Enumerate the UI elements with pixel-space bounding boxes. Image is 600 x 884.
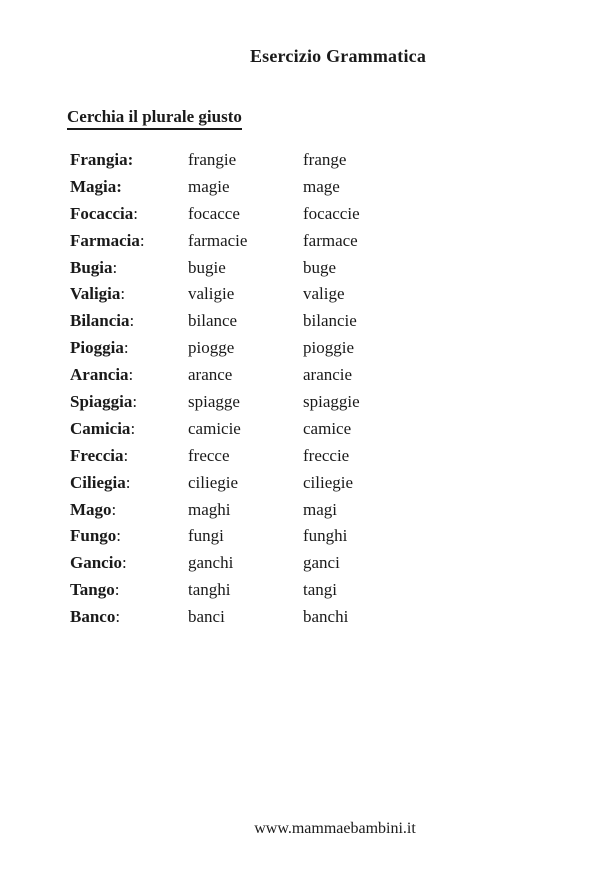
exercise-row xyxy=(70,174,580,201)
section-heading-wrap xyxy=(67,107,242,130)
row-word: Bilancia xyxy=(70,311,130,331)
row-option-2: ganci xyxy=(303,553,340,573)
row-option-1: bugie xyxy=(188,257,226,277)
exercise-row xyxy=(70,604,580,631)
row-option-2: arancie xyxy=(303,365,353,385)
row-option-1: maghi xyxy=(188,499,231,519)
row-option-2: magi xyxy=(303,499,337,519)
exercise-row xyxy=(70,228,580,255)
row-word-cell xyxy=(70,389,188,416)
row-option-2: focaccie xyxy=(303,203,360,223)
row-word-cell xyxy=(70,443,188,470)
exercise-row xyxy=(70,577,580,604)
row-option-2: camice xyxy=(303,418,352,438)
exercise-row xyxy=(70,416,580,443)
section-heading: Cerchia il plurale giusto xyxy=(67,107,242,130)
row-word: Banco xyxy=(70,607,116,627)
row-option-2: frange xyxy=(303,150,347,169)
exercise-row xyxy=(70,201,580,228)
exercise-row xyxy=(70,281,580,308)
row-option-1: piogge xyxy=(188,338,235,358)
exercise-row xyxy=(70,443,580,470)
row-word: Arancia xyxy=(70,365,129,385)
row-word: Mago xyxy=(70,499,112,519)
row-word-cell xyxy=(70,335,188,362)
row-option-1: spiagge xyxy=(188,392,240,412)
row-colon: : xyxy=(133,203,138,223)
row-word-cell xyxy=(70,604,188,631)
page-title: Esercizio Grammatica xyxy=(249,46,427,66)
row-colon: : xyxy=(112,257,118,277)
row-word-cell xyxy=(70,201,188,228)
row-colon: : xyxy=(132,392,138,412)
exercise-rows xyxy=(70,147,580,631)
row-colon: : xyxy=(127,150,134,169)
row-colon: : xyxy=(114,580,120,600)
row-option-1: frangie xyxy=(188,150,237,169)
row-colon: : xyxy=(139,230,145,250)
row-option-1: tanghi xyxy=(188,580,231,600)
row-word-cell xyxy=(70,147,188,174)
row-option-2: pioggie xyxy=(303,338,354,358)
row-word: Camicia xyxy=(70,418,131,438)
row-word-cell xyxy=(70,497,188,524)
row-colon: : xyxy=(115,607,121,627)
row-word: Focaccia xyxy=(70,203,134,223)
row-option-1: arance xyxy=(188,365,233,385)
row-word-cell xyxy=(70,174,188,201)
row-word-cell xyxy=(70,550,188,577)
row-word: Spiaggia xyxy=(70,392,133,412)
row-option-2: freccie xyxy=(303,445,350,465)
row-option-2: bilancie xyxy=(303,311,357,331)
row-option-1: banci xyxy=(188,607,225,627)
exercise-row xyxy=(70,335,580,362)
row-word: Magia xyxy=(70,176,117,196)
row-colon: : xyxy=(111,499,117,519)
row-colon: : xyxy=(121,553,127,573)
row-word-cell xyxy=(70,416,188,443)
row-option-2: funghi xyxy=(303,526,348,546)
row-option-1: ganchi xyxy=(188,553,234,573)
row-option-2: ciliegie xyxy=(303,472,354,492)
footer-url: www.mammaebambini.it xyxy=(254,820,416,837)
exercise-row xyxy=(70,308,580,335)
row-option-2: farmace xyxy=(303,230,358,250)
row-word-cell xyxy=(70,281,188,308)
row-colon: : xyxy=(123,445,129,465)
row-word: Ciliegia xyxy=(70,472,126,492)
row-option-1: ciliegie xyxy=(188,472,239,492)
row-word-cell xyxy=(70,308,188,335)
row-option-1: fungi xyxy=(188,526,224,546)
row-option-1: frecce xyxy=(188,445,230,465)
exercise-row xyxy=(70,497,580,524)
row-option-2: banchi xyxy=(303,607,349,627)
row-option-2: buge xyxy=(303,257,337,277)
row-word: Farmacia xyxy=(70,230,140,250)
row-option-1: focacce xyxy=(188,203,240,223)
row-option-1: valigie xyxy=(188,284,235,304)
exercise-row xyxy=(70,470,580,497)
row-colon: : xyxy=(128,365,134,385)
exercise-row xyxy=(70,389,580,416)
row-colon: : xyxy=(116,176,122,196)
row-word: Freccia xyxy=(70,445,124,465)
row-word: Gancio xyxy=(70,553,122,573)
row-word-cell xyxy=(70,523,188,550)
row-word-cell xyxy=(70,577,188,604)
row-word: Frangia xyxy=(70,150,128,169)
row-word: Valigia xyxy=(70,284,121,304)
row-word-cell xyxy=(70,255,188,282)
row-option-2: mage xyxy=(303,176,340,196)
row-colon: : xyxy=(129,311,135,331)
exercise-row xyxy=(70,550,580,577)
row-word: Bugia xyxy=(70,257,113,277)
exercise-row xyxy=(70,255,580,282)
row-option-1: magie xyxy=(188,176,230,196)
row-word: Tango xyxy=(70,580,115,600)
row-option-1: bilance xyxy=(188,311,238,331)
exercise-row xyxy=(70,147,580,174)
row-word-cell xyxy=(70,362,188,389)
row-word-cell xyxy=(70,228,188,255)
row-colon: : xyxy=(123,338,129,358)
row-word: Fungo xyxy=(70,526,117,546)
row-option-2: tangi xyxy=(303,580,337,600)
row-option-1: farmacie xyxy=(188,230,248,250)
exercise-row xyxy=(70,362,580,389)
row-option-2: valige xyxy=(303,284,345,304)
row-option-1: camicie xyxy=(188,418,241,438)
row-colon: : xyxy=(130,418,136,438)
row-word-cell xyxy=(70,470,188,497)
row-word: Pioggia xyxy=(70,338,124,358)
row-colon: : xyxy=(125,472,131,492)
row-option-2: spiaggie xyxy=(303,392,360,412)
row-colon: : xyxy=(120,284,126,304)
exercise-row xyxy=(70,523,580,550)
row-colon: : xyxy=(116,526,122,546)
